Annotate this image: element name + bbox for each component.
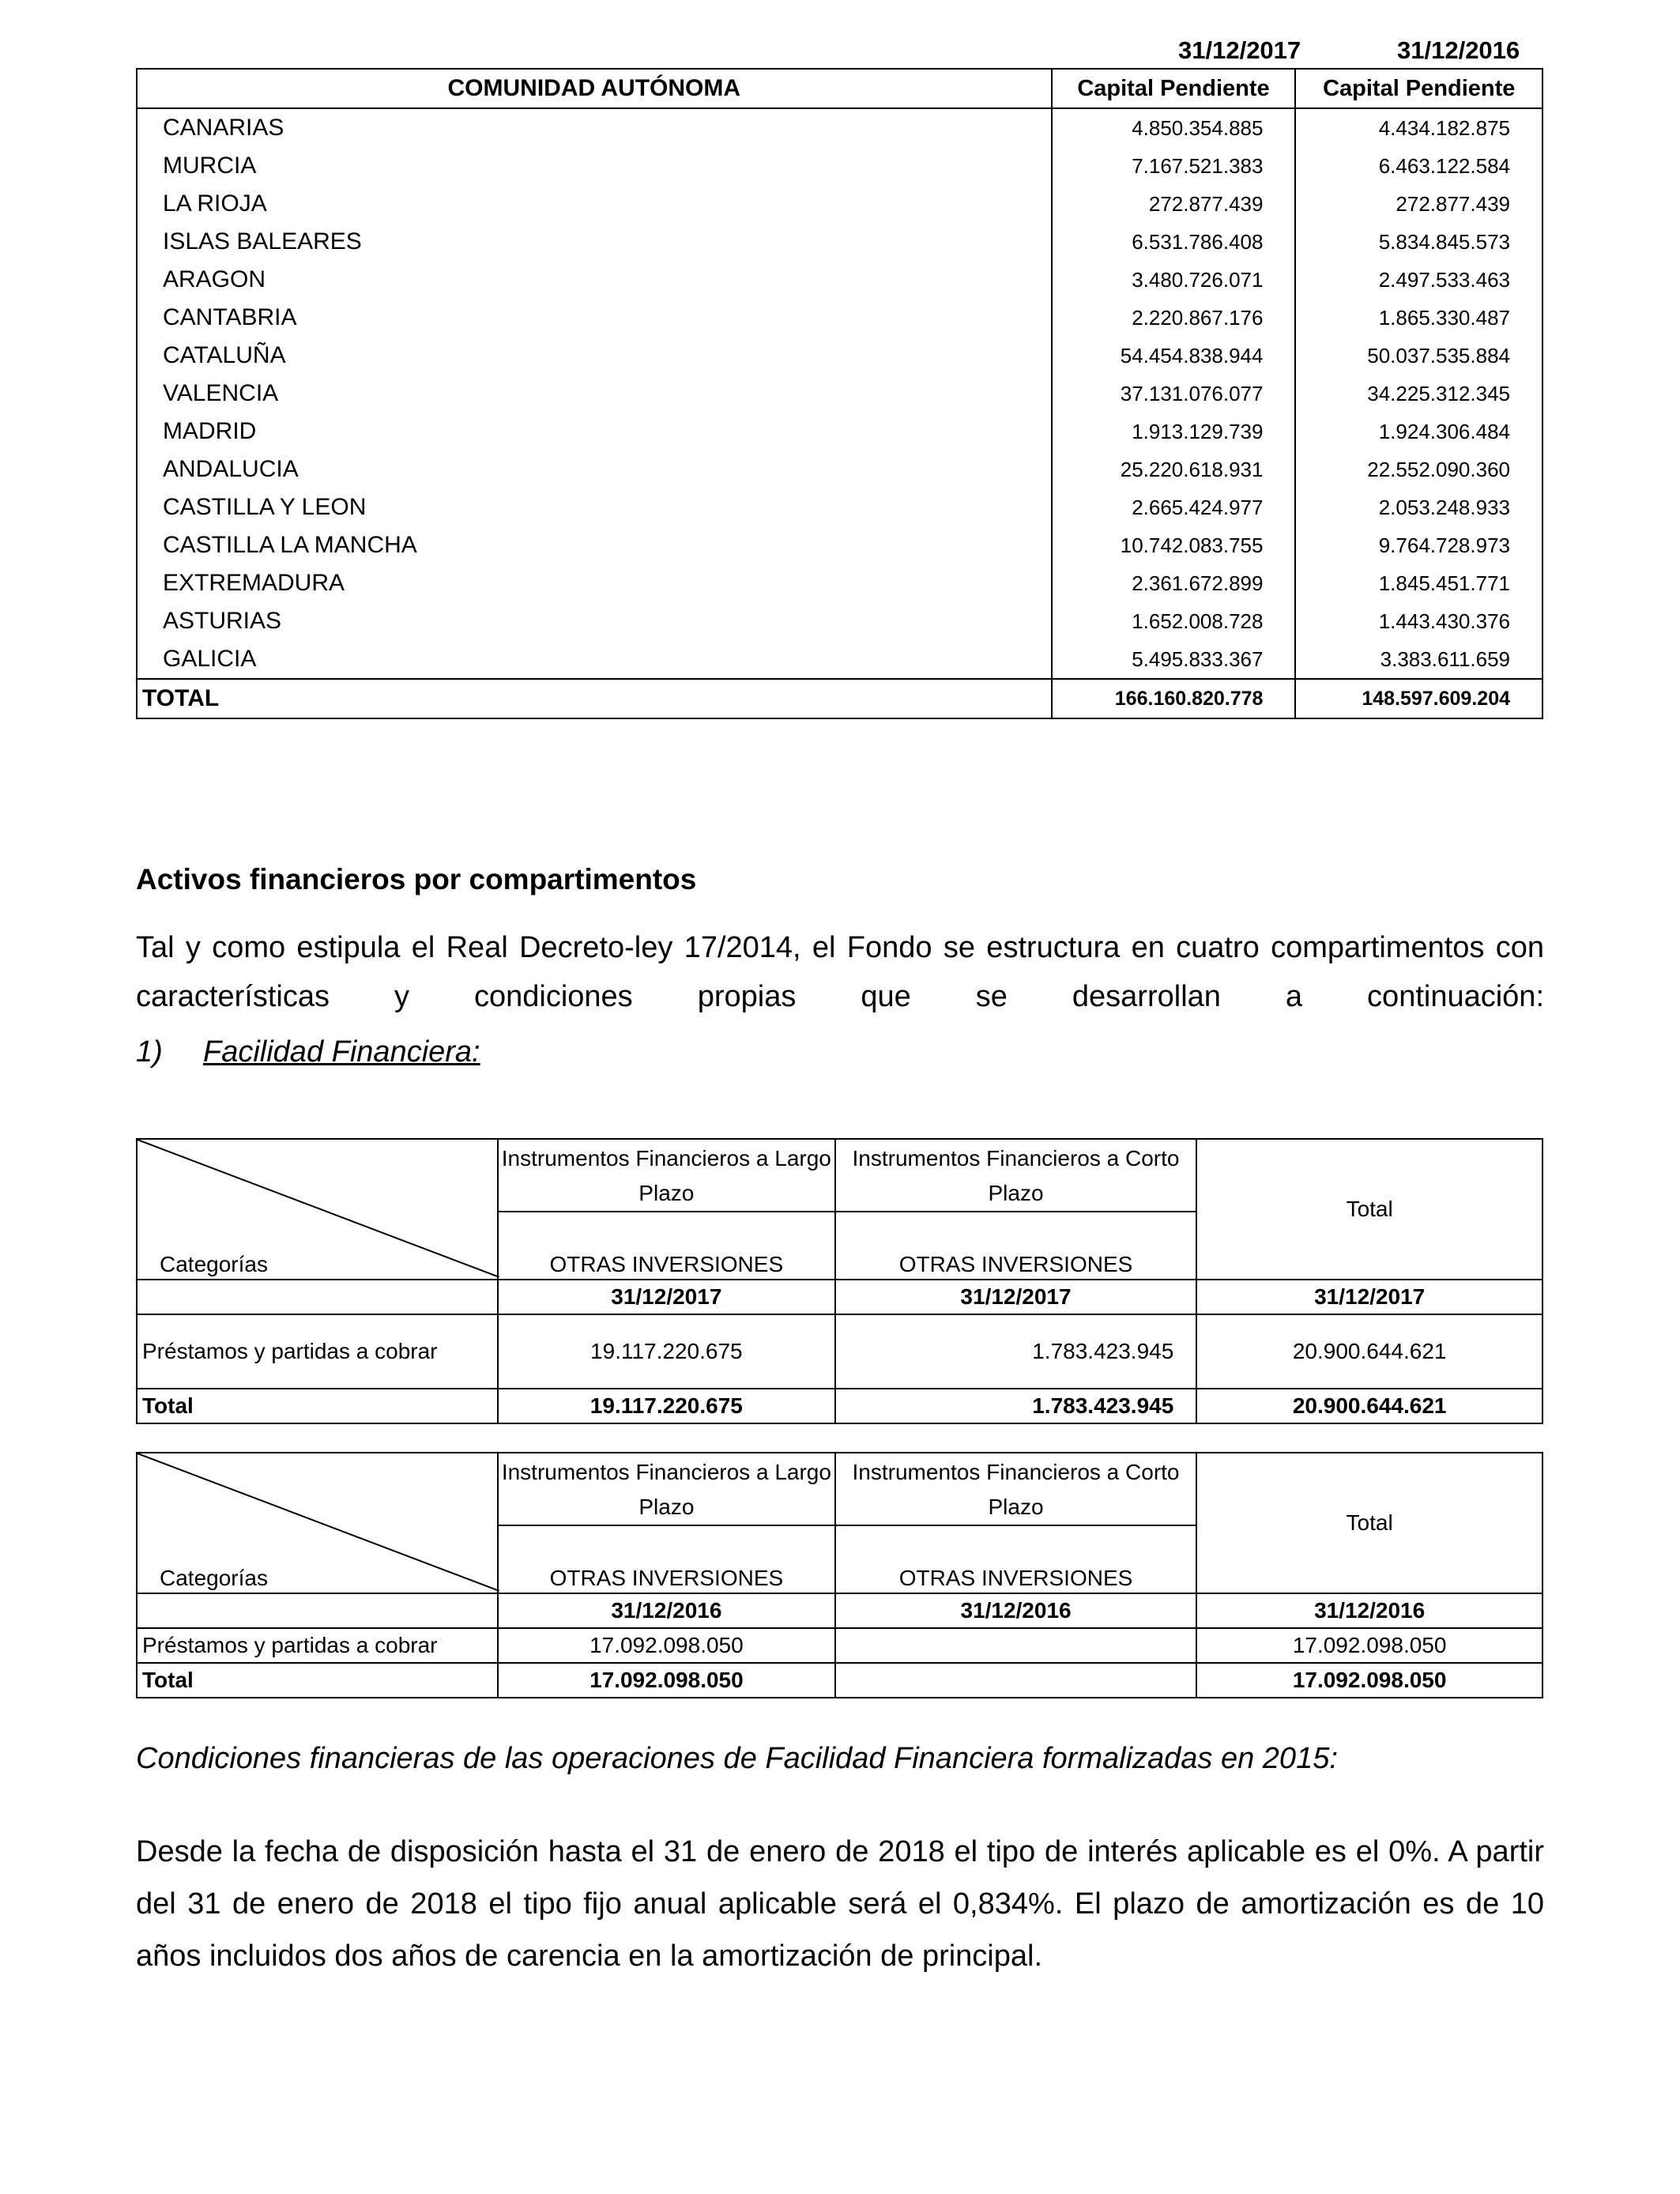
table-row (137, 108, 1543, 147)
year-2017: 31/12/2017 (1178, 36, 1301, 64)
largo-plazo-header: Instrumentos Financieros a Largo Plazo (498, 1139, 835, 1212)
corto-plazo-header: Instrumentos Financieros a Corto Plazo (835, 1139, 1197, 1212)
capital-2017: 37.131.076.077 (1052, 375, 1296, 413)
comunidades-table (136, 68, 1543, 719)
empty-cell (137, 1593, 498, 1628)
table-row (137, 185, 1543, 223)
capital-2017: 2.361.672.899 (1052, 564, 1296, 602)
total-header: Total (1196, 1139, 1543, 1280)
categorias-label: Categorías (160, 1566, 268, 1590)
header-capital-2017: Capital Pendiente (1052, 69, 1296, 108)
total-label: Total (137, 1389, 498, 1423)
date-largo: 31/12/2016 (498, 1593, 835, 1628)
year-2016: 31/12/2016 (1397, 36, 1520, 64)
date-corto: 31/12/2016 (835, 1593, 1196, 1628)
row-largo-value: 19.117.220.675 (498, 1314, 835, 1389)
total-total-value: 17.092.098.050 (1196, 1663, 1543, 1698)
total-largo-value: 19.117.220.675 (498, 1389, 835, 1423)
date-largo: 31/12/2017 (498, 1280, 835, 1314)
date-total: 31/12/2016 (1196, 1593, 1543, 1628)
table1-year-headers (136, 35, 1542, 66)
capital-2017: 2.665.424.977 (1052, 488, 1296, 526)
total-label: Total (137, 1663, 498, 1698)
capital-2017: 2.220.867.176 (1052, 299, 1296, 337)
section-paragraph: Tal y como estipula el Real Decreto-ley 17/2014, el Fondo se estructura en cuatro compartimentos con características y condiciones propias que se desarrollan a continuación: (136, 931, 1544, 1013)
comunidad-name: ANDALUCIA (137, 450, 1052, 488)
row-corto-value: 1.783.423.945 (835, 1314, 1197, 1389)
capital-2017: 272.877.439 (1052, 185, 1296, 223)
comunidad-name: ISLAS BALEARES (137, 223, 1052, 261)
table-row (137, 261, 1543, 299)
capital-2016: 272.877.439 (1396, 191, 1510, 216)
facilidad-table-2016 (136, 1452, 1543, 1698)
table-header-row (137, 69, 1543, 108)
conditions-heading: Condiciones financieras de las operaciones de Facilidad Financiera formalizadas en 2015: (136, 1742, 1338, 1775)
capital-2017: 4.850.354.885 (1052, 108, 1296, 147)
section-heading: Activos financieros por compartimentos (136, 863, 697, 895)
date-corto: 31/12/2017 (835, 1280, 1197, 1314)
capital-2016: 3.383.611.659 (1380, 647, 1510, 671)
capital-2016: 2.497.533.463 (1378, 267, 1510, 292)
total-corto-value: 1.783.423.945 (835, 1389, 1197, 1423)
comunidad-name: ARAGON (137, 261, 1052, 299)
header-capital-2016: Capital Pendiente (1295, 69, 1543, 108)
row-total-value: 17.092.098.050 (1196, 1628, 1543, 1663)
capital-2016: 1.443.430.376 (1378, 609, 1510, 633)
table-row (137, 450, 1543, 488)
otras-inversiones-corto: OTRAS INVERSIONES (835, 1525, 1196, 1593)
row-label: Préstamos y partidas a cobrar (137, 1314, 498, 1389)
table-row (137, 147, 1543, 185)
comunidad-name: CANARIAS (137, 108, 1052, 147)
item-number: 1) (136, 1035, 163, 1069)
capital-2016: 34.225.312.345 (1367, 381, 1510, 405)
total-row (137, 679, 1543, 718)
capital-2017: 10.742.083.755 (1052, 526, 1296, 564)
total-label: TOTAL (137, 679, 1052, 718)
table-row (137, 337, 1543, 375)
comunidad-name: LA RIOJA (137, 185, 1052, 223)
row-largo-value: 17.092.098.050 (498, 1628, 835, 1663)
comunidad-name: MURCIA (137, 147, 1052, 185)
capital-2017: 1.652.008.728 (1052, 602, 1296, 640)
comunidad-name: CATALUÑA (137, 337, 1052, 375)
comunidad-name: EXTREMADURA (137, 564, 1052, 602)
largo-plazo-header: Instrumentos Financieros a Largo Plazo (498, 1453, 835, 1525)
otras-inversiones-largo: OTRAS INVERSIONES (498, 1525, 835, 1593)
capital-2017: 7.167.521.383 (1052, 147, 1296, 185)
capital-2016: 1.865.330.487 (1378, 305, 1510, 330)
table-row (137, 223, 1543, 261)
categorias-cell (137, 1453, 498, 1593)
comunidad-name: CASTILLA LA MANCHA (137, 526, 1052, 564)
capital-2017: 5.495.833.367 (1052, 640, 1296, 679)
table-row (137, 299, 1543, 337)
table-row (137, 602, 1543, 640)
table-row (137, 488, 1543, 526)
facilidad-table-2017 (136, 1138, 1543, 1424)
capital-2016: 4.434.182.875 (1378, 115, 1510, 140)
total-2017: 166.160.820.778 (1052, 679, 1296, 718)
capital-2016: 5.834.845.573 (1378, 229, 1510, 254)
row-total-value: 20.900.644.621 (1196, 1314, 1543, 1389)
total-header: Total (1196, 1453, 1543, 1593)
table-row (137, 564, 1543, 602)
comunidad-name: VALENCIA (137, 375, 1052, 413)
capital-2016: 1.845.451.771 (1378, 571, 1510, 595)
capital-2017: 1.913.129.739 (1052, 413, 1296, 450)
capital-2016: 6.463.122.584 (1378, 153, 1510, 178)
list-item-facilidad (136, 1035, 480, 1069)
row-label: Préstamos y partidas a cobrar (137, 1628, 498, 1663)
comunidad-name: GALICIA (137, 640, 1052, 679)
total-largo-value: 17.092.098.050 (498, 1663, 835, 1698)
categorias-label: Categorías (160, 1252, 268, 1276)
capital-2017: 6.531.786.408 (1052, 223, 1296, 261)
capital-2016: 2.053.248.933 (1378, 495, 1510, 519)
comunidad-name: CANTABRIA (137, 299, 1052, 337)
otras-inversiones-largo: OTRAS INVERSIONES (498, 1212, 835, 1280)
capital-2016: 9.764.728.973 (1378, 533, 1510, 557)
capital-2017: 25.220.618.931 (1052, 450, 1296, 488)
corto-plazo-header: Instrumentos Financieros a Corto Plazo (835, 1453, 1196, 1525)
date-total: 31/12/2017 (1196, 1280, 1543, 1314)
table-row (137, 526, 1543, 564)
header-comunidad: COMUNIDAD AUTÓNOMA (137, 69, 1052, 108)
row-corto-value (835, 1628, 1196, 1663)
categorias-cell (137, 1139, 498, 1280)
capital-2017: 3.480.726.071 (1052, 261, 1296, 299)
comunidad-name: MADRID (137, 413, 1052, 450)
table-row (137, 640, 1543, 679)
capital-2016: 50.037.535.884 (1367, 343, 1510, 368)
empty-cell (137, 1280, 498, 1314)
total-2016: 148.597.609.204 (1295, 679, 1543, 718)
capital-2016: 22.552.090.360 (1367, 457, 1510, 481)
total-corto-value (835, 1663, 1196, 1698)
total-total-value: 20.900.644.621 (1196, 1389, 1543, 1423)
item-label: Facilidad Financiera: (203, 1035, 480, 1069)
capital-2016: 1.924.306.484 (1378, 419, 1510, 443)
table-row (137, 413, 1543, 450)
comunidad-name: ASTURIAS (137, 602, 1052, 640)
capital-2017: 54.454.838.944 (1052, 337, 1296, 375)
table-row (137, 375, 1543, 413)
conditions-paragraph: Desde la fecha de disposición hasta el 31 de enero de 2018 el tipo de interés aplicable es el 0%. A partir del 31 de enero de 2018 el tipo fijo anual aplicable será el 0,834%. El plazo de amortización es de 10 años incluidos dos años de carencia en la amortización de principal. (136, 1835, 1544, 1973)
otras-inversiones-corto: OTRAS INVERSIONES (835, 1212, 1197, 1280)
comunidad-name: CASTILLA Y LEON (137, 488, 1052, 526)
